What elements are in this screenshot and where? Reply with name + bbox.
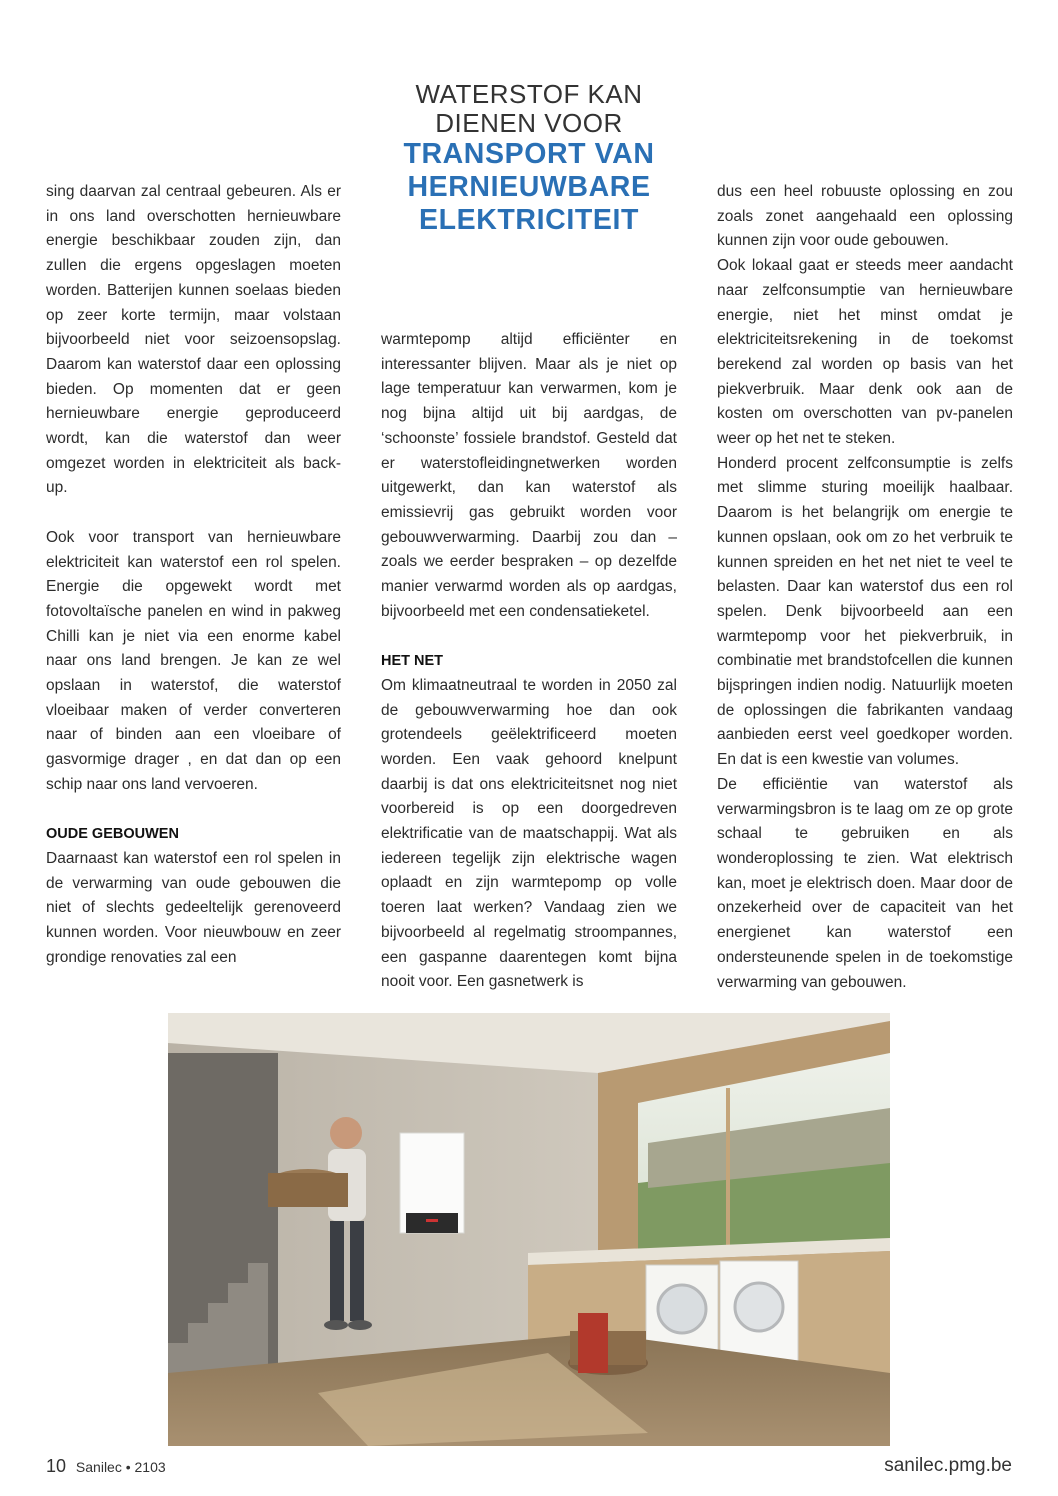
footer-publication-info (46, 1456, 166, 1477)
publication-label: Sanilec • 2103 (75, 1459, 166, 1475)
paragraph: warmtepomp altijd efficiënter en interessanter blijven. Maar als je niet op lage temperatuur kan verwarmen, kom je nog bijna altijd uit bij aardgas, de ‘schoonste’ fossiele brandstof. Gesteld dat er waterstofleidingnetwerken worden uitgewerkt, dan kan waterstof als emissievrij gas gebruikt worden voor gebouwverwarming. Daarbij zou dan – zoals we eerder bespraken – op dezelfde manier verwarmd worden als op aardgas, bijvoorbeeld met een condensatieketel. (381, 331, 677, 620)
section-heading-oude-gebouwen: OUDE GEBOUWEN (46, 826, 179, 843)
laundry-room-photo (168, 1013, 890, 1446)
section-heading-het-net: HET NET (381, 653, 444, 670)
paragraph: Ook lokaal gaat er steeds meer aandacht naar zelfconsumptie van hernieuwbare energie, niet het minst omdat je elektriciteitsrekening in de toekomst berekend zal worden op basis van het piekverbruik. Maar denk ook aan de kosten om overschotten van pv-panelen weer op het net te steken. (717, 257, 1013, 448)
paragraph: sing daarvan zal centraal gebeuren. Als er in ons land overschotten hernieuwbare energie beschikbaar zouden zijn, dan zullen die ergens opgeslagen moeten worden. Batterijen kunnen soelaas bieden op zeer korte termijn, maar volstaan bijvoorbeeld niet voor seizoensopslag. Daarom kan waterstof daar een oplossing bieden. Op momenten dat er geen hernieuwbare energie geproduceerd wordt, kan die waterstof dan weer omgezet worden in elektriciteit als back-up. (46, 183, 341, 497)
article-column-3 (717, 180, 1013, 995)
article-column-1 (46, 180, 341, 970)
paragraph: Honderd procent zelfconsumptie is zelfs met slimme sturing moeilijk haalbaar. Daarom is het belangrijk om energie te kunnen opslaan, ook om zo het verbruik te kunnen spreiden en het net niet te veel te belasten. Daar kan waterstof dus een rol spelen. Denk bijvoorbeeld aan een warmtepomp voor het piekverbruik, in combinatie met brandstofcellen die kunnen bijspringen indien nodig. Natuurlijk moeten de oplossingen die fabrikanten vandaag aanbieden eerst veel goedkoper worden. En dat is een kwestie van volumes. (717, 454, 1013, 769)
pull-quote-highlight: HERNIEUWBARE (407, 171, 651, 203)
paragraph: Daarnaast kan waterstof een rol spelen in de verwarming van oude gebouwen die niet of slechts gedeeltelijk gerenoveerd kunnen worden. Voor nieuwbouw en zeer grondige renovaties zal een (46, 849, 341, 966)
pull-quote-line: WATERSTOF KAN (415, 79, 643, 109)
paragraph: Om klimaatneutraal te worden in 2050 zal de gebouwverwarming hoe dan ook grotendeels geëlektrificeerd moeten worden. Een vaak gehoord knelpunt daarbij is dat ons elektriciteitsnet nog niet voorbereid is op een doorgedreven elektrificatie van de maatschappij. Wat als iedereen tegelijk zijn elektrische wagen oplaadt en zijn warmtepomp op volle toeren laat werken? Vandaag zien we bijvoorbeeld al regelmatig stroompannes, een gaspanne daarentegen komt bijna nooit voor. Een gasnetwerk is (381, 676, 677, 991)
pull-quote-highlight: ELEKTRICITEIT (419, 204, 639, 236)
page-number: 10 (46, 1456, 67, 1476)
footer-url[interactable]: sanilec.pmg.be (884, 1455, 1012, 1476)
paragraph: Ook voor transport van hernieuwbare elektriciteit kan waterstof een rol spelen. Energie die opgewekt wordt met fotovoltaïsche panelen en wind in pakweg Chilli kan je niet via een enorme kabel naar ons land brengen. Je kan ze wel opslaan in waterstof, die waterstof vloeibaar maken of verder converteren naar of binden aan een vloeibare of gasvormige drager , en dat dan op een schip naar ons land vervoeren. (46, 528, 341, 793)
paragraph: dus een heel robuuste oplossing en zou zoals zonet aangehaald een oplossing kunnen zijn voor oude gebouwen. (717, 183, 1013, 250)
article-column-2 (381, 328, 677, 995)
pull-quote-line: DIENEN VOOR (435, 108, 623, 138)
pull-quote (381, 80, 677, 237)
pull-quote-highlight: TRANSPORT VAN (403, 138, 655, 170)
paragraph: De efficiëntie van waterstof als verwarmingsbron is te laag om ze op grote schaal te gebruiken en als wonderoplossing te zien. Wat elektrisch kan, moet je elektrisch doen. Maar door de onzekerheid over de capaciteit van het energienet kan waterstof een ondersteunende spelen in de toekomstige verwarming van gebouwen. (717, 775, 1013, 991)
